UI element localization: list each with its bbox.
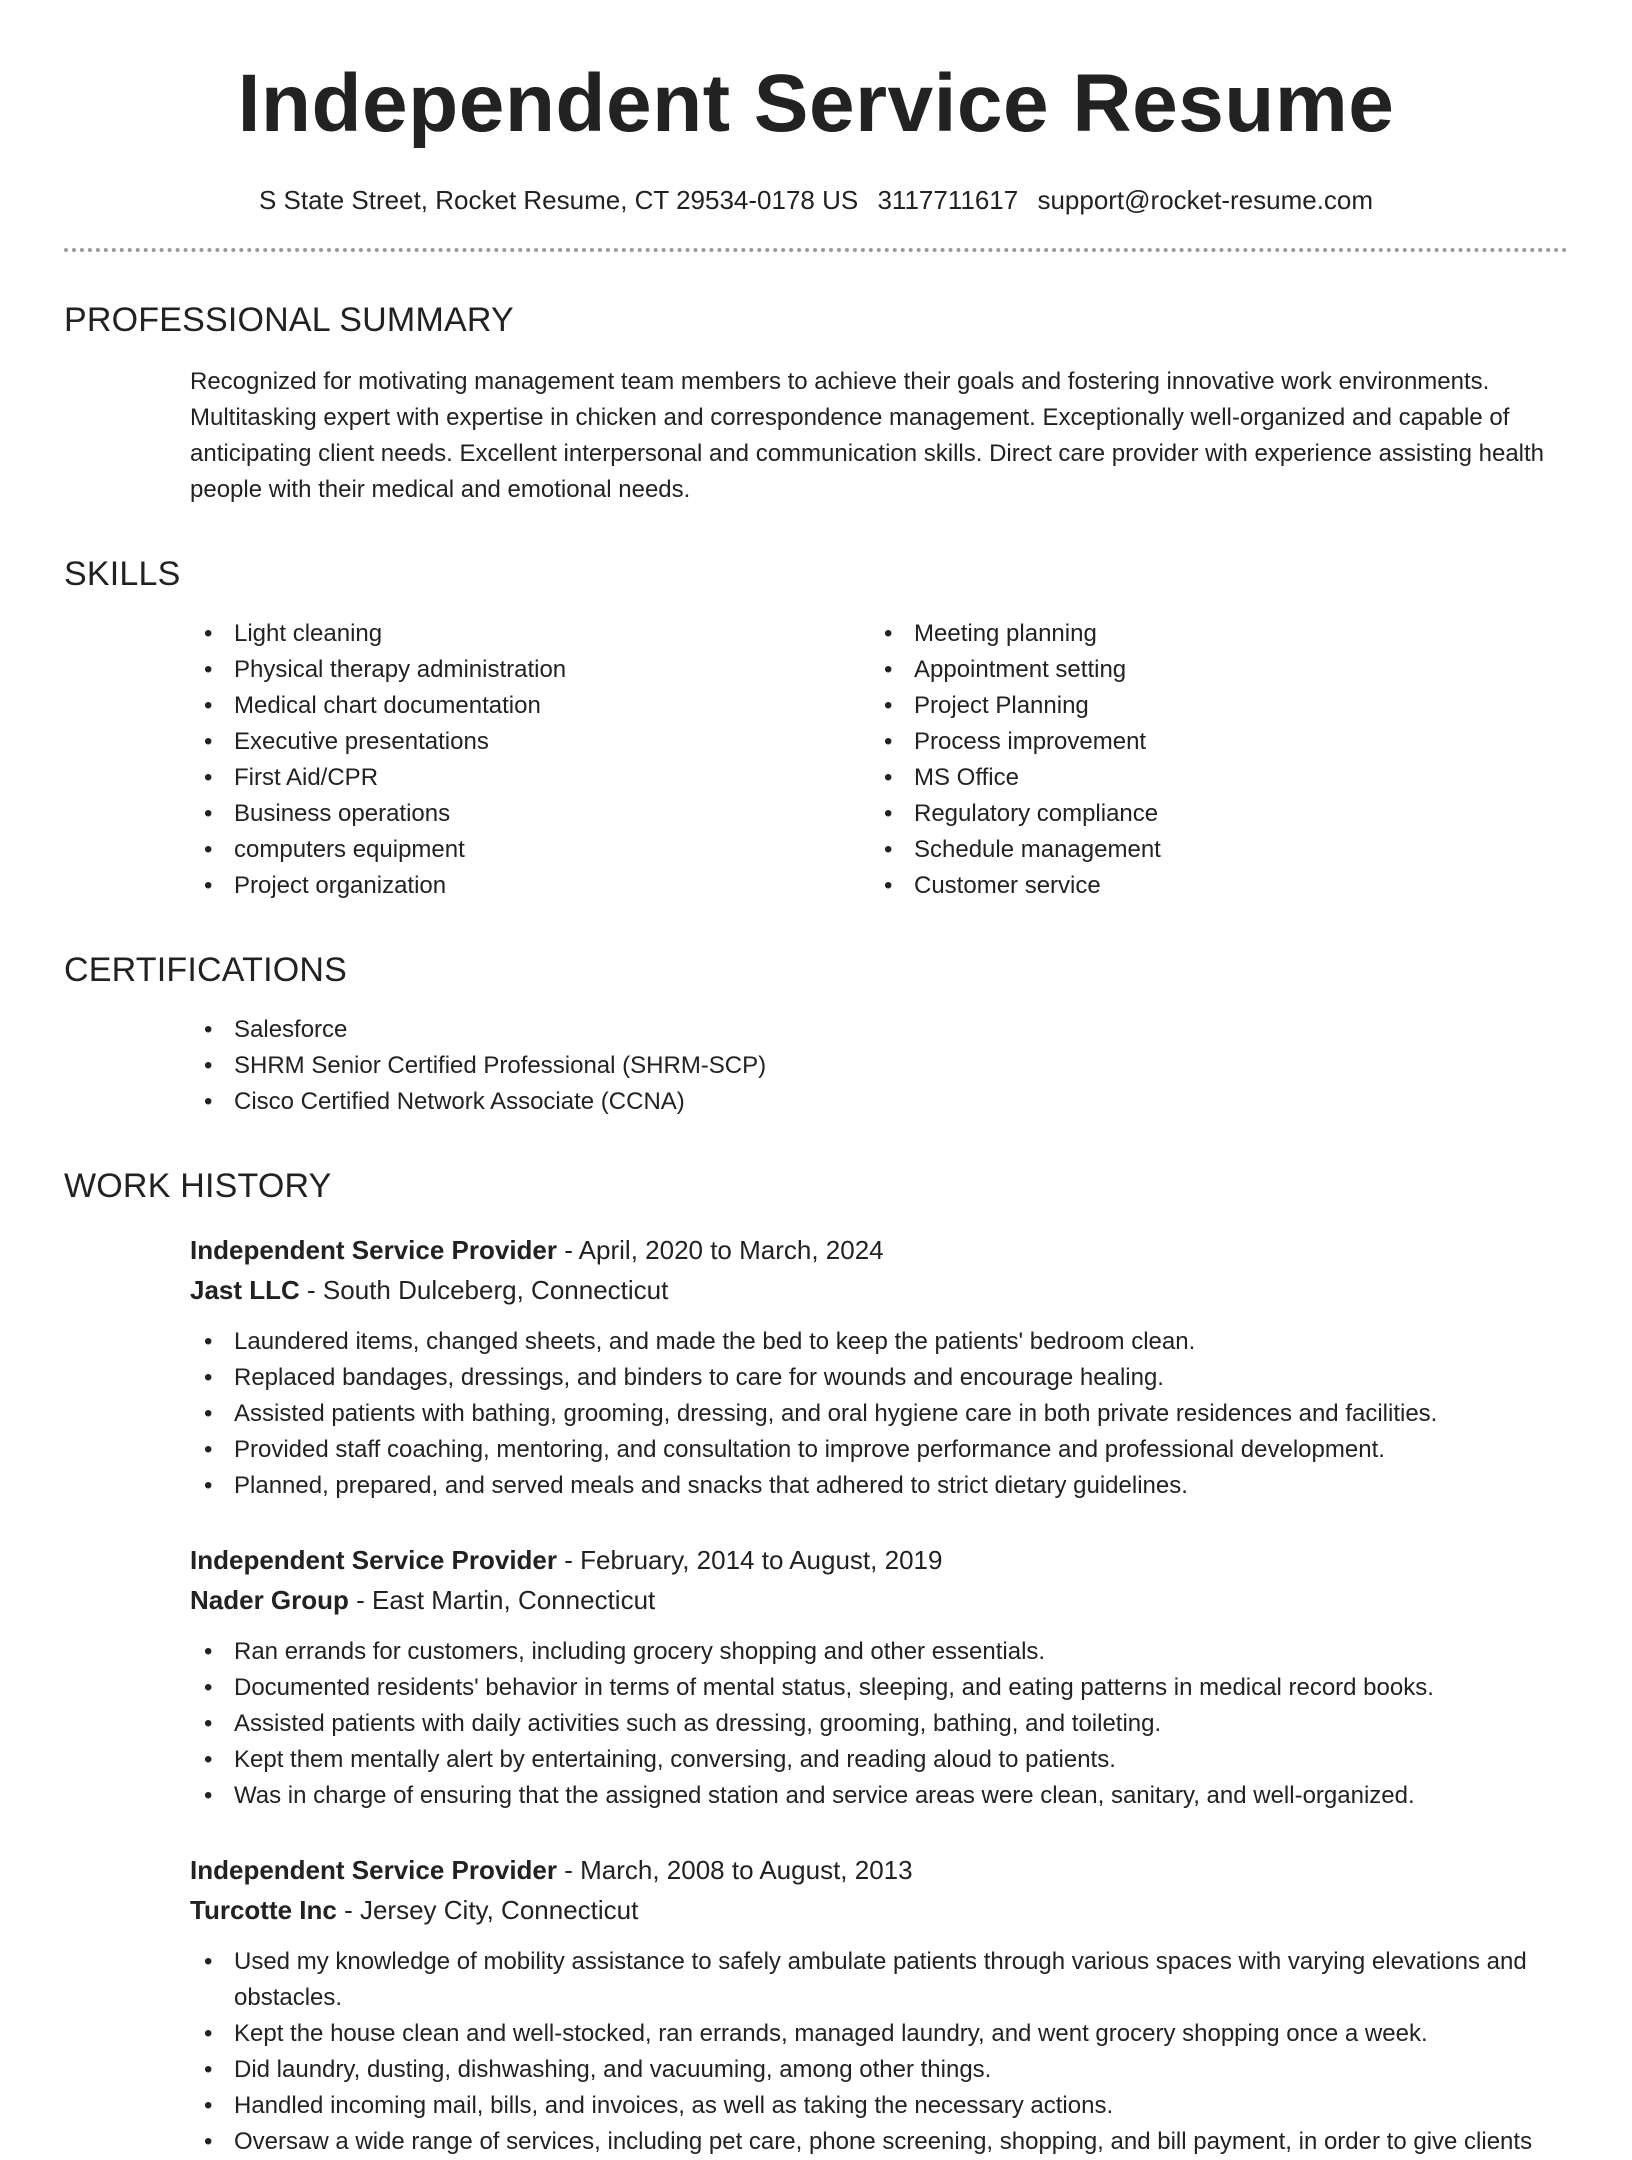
certification-item: • SHRM Senior Certified Professional (SHRM-SCP)	[190, 1048, 1568, 1084]
job-bullet: • Used my knowledge of mobility assistance to safely ambulate patients through various spaces with varying elevations and obstacles.	[190, 1944, 1568, 2016]
job-bullet: • Replaced bandages, dressings, and binders to care for wounds and encourage healing.	[190, 1360, 1568, 1396]
job-bullet: • Handled incoming mail, bills, and invoices, as well as taking the necessary actions.	[190, 2088, 1568, 2124]
skill-item: • Project organization	[190, 868, 870, 904]
skills-heading: SKILLS	[64, 555, 181, 593]
skill-item: • Medical chart documentation	[190, 688, 870, 724]
skill-item: • computers equipment	[190, 832, 870, 868]
job-title-line	[190, 1230, 1568, 1270]
skill-item: • Regulatory compliance	[870, 796, 1550, 832]
job-location: - South Dulceberg, Connecticut	[299, 1275, 669, 1305]
email: support@rocket-resume.com	[1037, 185, 1374, 215]
skills-left-list	[190, 616, 870, 904]
job-bullets	[190, 1324, 1568, 1504]
job-entry	[190, 1540, 1568, 1814]
skill-item: • Process improvement	[870, 724, 1550, 760]
job-company: Jast LLC	[190, 1275, 300, 1305]
skill-item: • Schedule management	[870, 832, 1550, 868]
job-bullet: • Assisted patients with daily activities such as dressing, grooming, bathing, and toileting.	[190, 1706, 1568, 1742]
job-role: Independent Service Provider	[190, 1545, 558, 1575]
work-history-heading: WORK HISTORY	[64, 1167, 332, 1205]
job-location: - East Martin, Connecticut	[348, 1585, 656, 1615]
summary-text: Recognized for motivating management team members to achieve their goals and fostering innovative work environments. Multitasking expert with expertise in chicken and correspondence management. Exceptionally well-organized and capable of anticipating client needs. Excellent interpersonal and communication skills. Direct care provider with experience assisting health people with their medical and emotional needs.	[190, 368, 1545, 503]
skill-item: • Physical therapy administration	[190, 652, 870, 688]
job-bullet: • Assisted patients with bathing, grooming, dressing, and oral hygiene care in both private residences and facilities.	[190, 1396, 1568, 1432]
job-dates: - April, 2020 to March, 2024	[557, 1235, 884, 1265]
skill-item: • Executive presentations	[190, 724, 870, 760]
job-company: Nader Group	[190, 1585, 349, 1615]
job-bullet: • Provided staff coaching, mentoring, and consultation to improve performance and professional development.	[190, 1432, 1568, 1468]
job-company-line	[190, 1580, 1568, 1620]
job-bullet: • Planned, prepared, and served meals and snacks that adhered to strict dietary guidelines.	[190, 1468, 1568, 1504]
job-entry	[190, 1230, 1568, 1504]
skills-columns	[190, 616, 1568, 904]
job-bullet: • Ran errands for customers, including grocery shopping and other essentials.	[190, 1634, 1568, 1670]
job-bullet: • Kept them mentally alert by entertaining, conversing, and reading aloud to patients.	[190, 1742, 1568, 1778]
job-bullet: • Was in charge of ensuring that the assigned station and service areas were clean, sanitary, and well-organized.	[190, 1778, 1568, 1814]
job-company-line	[190, 1890, 1568, 1930]
skill-item: • Appointment setting	[870, 652, 1550, 688]
skills-right-list	[870, 616, 1550, 904]
certifications-list	[190, 1012, 1568, 1120]
certification-item: • Salesforce	[190, 1012, 1568, 1048]
skill-item: • Customer service	[870, 868, 1550, 904]
skill-item: • First Aid/CPR	[190, 760, 870, 796]
job-dates: - March, 2008 to August, 2013	[557, 1855, 913, 1885]
skill-item: • Project Planning	[870, 688, 1550, 724]
skill-item: • Light cleaning	[190, 616, 870, 652]
job-role: Independent Service Provider	[190, 1855, 558, 1885]
job-bullets	[190, 1944, 1568, 2160]
job-entry	[190, 1850, 1568, 2160]
job-role: Independent Service Provider	[190, 1235, 558, 1265]
job-title-line	[190, 1540, 1568, 1580]
skill-item: • MS Office	[870, 760, 1550, 796]
job-company-line	[190, 1270, 1568, 1310]
job-dates: - February, 2014 to August, 2019	[557, 1545, 943, 1575]
job-bullet: • Laundered items, changed sheets, and made the bed to keep the patients' bedroom clean.	[190, 1324, 1568, 1360]
job-bullet: • Did laundry, dusting, dishwashing, and vacuuming, among other things.	[190, 2052, 1568, 2088]
phone: 3117711617	[877, 185, 1019, 215]
certifications-heading: CERTIFICATIONS	[64, 951, 348, 989]
job-title-line	[190, 1850, 1568, 1890]
resume-title: Independent Service Resume	[237, 58, 1395, 149]
job-bullet: • Oversaw a wide range of services, including pet care, phone screening, shopping, and bill payment, in order to give clients	[190, 2124, 1568, 2160]
header-divider	[64, 248, 1568, 252]
job-location: - Jersey City, Connecticut	[336, 1895, 639, 1925]
skill-item: • Business operations	[190, 796, 870, 832]
job-bullets	[190, 1634, 1568, 1814]
address: S State Street, Rocket Resume, CT 29534-0178 US	[258, 185, 859, 215]
job-company: Turcotte Inc	[190, 1895, 337, 1925]
contact-line	[64, 184, 1568, 216]
job-bullet: • Kept the house clean and well-stocked, ran errands, managed laundry, and went grocery shopping once a week.	[190, 2016, 1568, 2052]
job-bullet: • Documented residents' behavior in terms of mental status, sleeping, and eating patterns in medical record books.	[190, 1670, 1568, 1706]
certification-item: • Cisco Certified Network Associate (CCNA)	[190, 1084, 1568, 1120]
skill-item: • Meeting planning	[870, 616, 1550, 652]
summary-heading: PROFESSIONAL SUMMARY	[64, 301, 514, 339]
